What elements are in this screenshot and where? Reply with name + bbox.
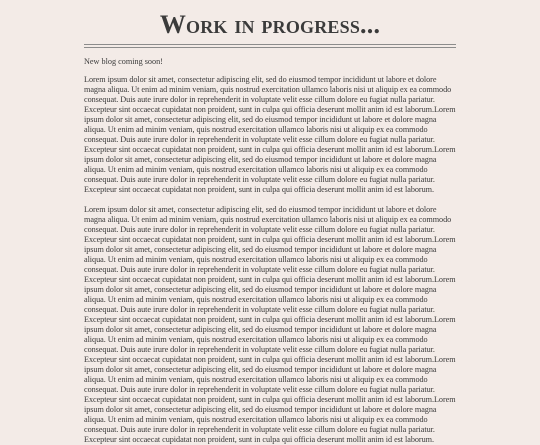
intro-text: New blog coming soon! [84,57,163,66]
page-title: Work in progress... [159,10,381,39]
title-divider [84,44,456,48]
body-paragraph-2: Lorem ipsum dolor sit amet, consectetur adipiscing elit, sed do eiusmod tempor incididunt ut labore et dolore magna aliqua. Ut enim ad minim veniam, quis nostrud exercitation ullamco laboris nisi ut aliquip ex ea commodo consequat. Duis aute irure dolor in reprehenderit in voluptate velit esse cillum dolore eu fugiat nulla pariatur. Excepteur sint occaecat cupidatat non proident, sunt in culpa qui officia deserunt mollit anim id est laborum.Lorem ipsum dolor sit amet, consectetur adipiscing elit, sed do eiusmod tempor incididunt ut labore et dolore magna aliqua. Ut enim ad minim veniam, quis nostrud exercitation ullamco laboris nisi ut aliquip ex ea commodo consequat. Duis aute irure dolor in reprehenderit in voluptate velit esse cillum dolore eu fugiat nulla pariatur. Excepteur sint occaecat cupidatat non proident, sunt in culpa qui officia deserunt mollit anim id est laborum.Lorem ipsum dolor sit amet, consectetur adipiscing elit, sed do eiusmod tempor incididunt ut labore et dolore magna aliqua. Ut enim ad minim veniam, quis nostrud exercitation ullamco laboris nisi ut aliquip ex ea commodo consequat. Duis aute irure dolor in reprehenderit in voluptate velit esse cillum dolore eu fugiat nulla pariatur. Excepteur sint occaecat cupidatat non proident, sunt in culpa qui officia deserunt mollit anim id est laborum.Lorem ipsum dolor sit amet, consectetur adipiscing elit, sed do eiusmod tempor incididunt ut labore et dolore magna aliqua. Ut enim ad minim veniam, quis nostrud exercitation ullamco laboris nisi ut aliquip ex ea commodo consequat. Duis aute irure dolor in reprehenderit in voluptate velit esse cillum dolore eu fugiat nulla pariatur. Excepteur sint occaecat cupidatat non proident, sunt in culpa qui officia deserunt mollit anim id est laborum.Lorem ipsum dolor sit amet, consectetur adipiscing elit, sed do eiusmod tempor incididunt ut labore et dolore magna aliqua. Ut enim ad minim veniam, quis nostrud exercitation ullamco laboris nisi ut aliquip ex ea commodo consequat. Duis aute irure dolor in reprehenderit in voluptate velit esse cillum dolore eu fugiat nulla pariatur. Excepteur sint occaecat cupidatat non proident, sunt in culpa qui officia deserunt mollit anim id est laborum.Lorem ipsum dolor sit amet, consectetur adipiscing elit, sed do eiusmod tempor incididunt ut labore et dolore magna aliqua. Ut enim ad minim veniam, quis nostrud exercitation ullamco laboris nisi ut aliquip ex ea commodo consequat. Duis aute irure dolor in reprehenderit in voluptate velit esse cillum dolore eu fugiat nulla pariatur. Excepteur sint occaecat cupidatat non proident, sunt in culpa qui officia deserunt mollit anim id est laborum. [84,205,456,444]
body-paragraph-1: Lorem ipsum dolor sit amet, consectetur adipiscing elit, sed do eiusmod tempor incididunt ut labore et dolore magna aliqua. Ut enim ad minim veniam, quis nostrud exercitation ullamco laboris nisi ut aliquip ex ea commodo consequat. Duis aute irure dolor in reprehenderit in voluptate velit esse cillum dolore eu fugiat nulla pariatur. Excepteur sint occaecat cupidatat non proident, sunt in culpa qui officia deserunt mollit anim id est laborum.Lorem ipsum dolor sit amet, consectetur adipiscing elit, sed do eiusmod tempor incididunt ut labore et dolore magna aliqua. Ut enim ad minim veniam, quis nostrud exercitation ullamco laboris nisi ut aliquip ex ea commodo consequat. Duis aute irure dolor in reprehenderit in voluptate velit esse cillum dolore eu fugiat nulla pariatur. Excepteur sint occaecat cupidatat non proident, sunt in culpa qui officia deserunt mollit anim id est laborum.Lorem ipsum dolor sit amet, consectetur adipiscing elit, sed do eiusmod tempor incididunt ut labore et dolore magna aliqua. Ut enim ad minim veniam, quis nostrud exercitation ullamco laboris nisi ut aliquip ex ea commodo consequat. Duis aute irure dolor in reprehenderit in voluptate velit esse cillum dolore eu fugiat nulla pariatur. Excepteur sint occaecat cupidatat non proident, sunt in culpa qui officia deserunt mollit anim id est laborum. [84,75,456,194]
